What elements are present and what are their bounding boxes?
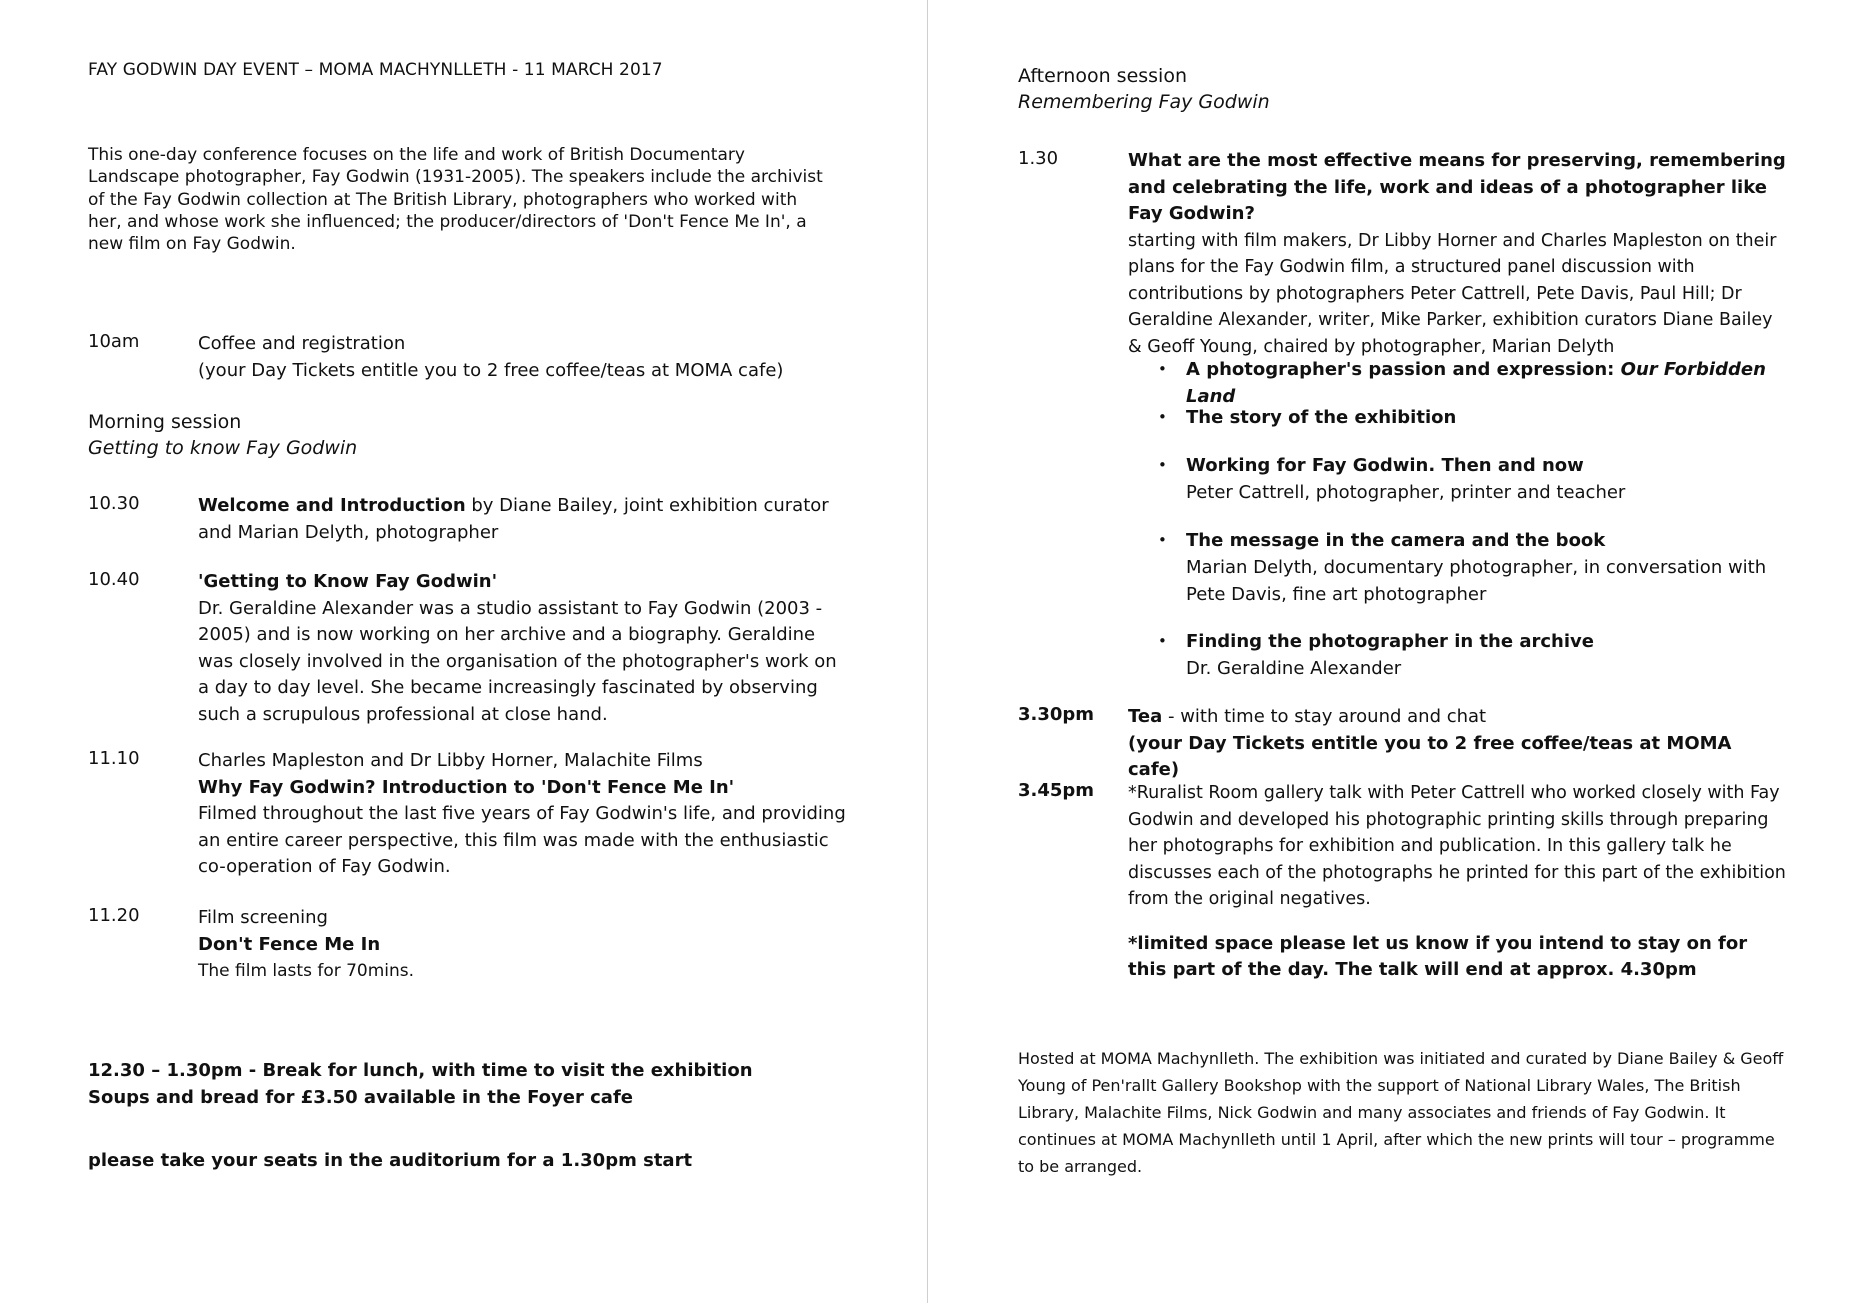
item-body bbox=[198, 748, 848, 881]
item-desc: *Ruralist Room gallery talk with Peter Cattrell who worked closely with Fay Godwin and developed his photographic printing skills through preparing her photographs for exhibition and publication. In this gallery talk he discusses each of the photographs he printed for this part of the exhibition from the original negatives. bbox=[1128, 783, 1786, 909]
item-body bbox=[198, 905, 848, 985]
item-title: Why Fay Godwin? Introduction to 'Don't Fence Me In' bbox=[198, 776, 735, 798]
topic-speaker: Peter Cattrell, photographer, printer and teacher bbox=[1186, 482, 1626, 503]
topic-speaker: Dr. Geraldine Alexander bbox=[1186, 658, 1402, 679]
item-title: Don't Fence Me In bbox=[198, 933, 381, 955]
list-item bbox=[1158, 527, 1788, 608]
item-body bbox=[1128, 780, 1788, 984]
item-speakers: Charles Mapleston and Dr Libby Horner, Malachite Films bbox=[198, 750, 703, 771]
list-item bbox=[1158, 628, 1788, 682]
topic-title: The message in the camera and the book bbox=[1186, 530, 1606, 551]
bullet-icon: • bbox=[1158, 360, 1167, 378]
bullet-icon: • bbox=[1158, 531, 1167, 549]
document-title: FAY GODWIN DAY EVENT – MOMA MACHYNLLETH - 11 MARCH 2017 bbox=[88, 60, 663, 80]
item-title: Tea bbox=[1128, 706, 1163, 727]
intro-paragraph: This one-day conference focuses on the life and work of British Documentary Landscape photographer, Fay Godwin (1931-2005). The speakers include the archivist of the Fay Godwin collection at The British Library, photographers who worked with her, and whose work she influenced; the producer/directors of 'Don't Fence Me In', a new film on Fay Godwin. bbox=[88, 145, 823, 255]
item-time: 10.30 bbox=[88, 493, 140, 514]
item-title: Coffee and registration bbox=[198, 333, 406, 354]
seats-notice: please take your seats in the auditorium for a 1.30pm start bbox=[88, 1150, 693, 1171]
item-body bbox=[1128, 148, 1788, 360]
bullet-icon: • bbox=[1158, 456, 1167, 474]
list-item bbox=[1158, 452, 1788, 506]
item-desc: starting with film makers, Dr Libby Horner and Charles Mapleston on their plans for the Fay Godwin film, a structured panel discussion with contributions by photographers Peter Cattrell, Pete Davis, Paul Hill; Dr Geraldine Alexander, writer, Mike Parker, exhibition curators Diane Bailey & Geoff Young, chaired by photographer, Marian Delyth bbox=[1128, 230, 1777, 357]
bullet-icon: • bbox=[1158, 632, 1167, 650]
topic-title: A photographer's passion and expression: Our Forbidden Land bbox=[1186, 359, 1766, 407]
afternoon-session-header bbox=[1018, 63, 1270, 115]
session-heading: Afternoon session bbox=[1018, 65, 1187, 87]
lunch-line-1: 12.30 – 1.30pm - Break for lunch, with time to visit the exhibition bbox=[88, 1060, 753, 1081]
item-note: *limited space please let us know if you intend to stay on for this part of the day. The talk will end at approx. 4.30pm bbox=[1128, 932, 1748, 980]
lunch-break bbox=[88, 1057, 753, 1111]
session-subtitle: Remembering Fay Godwin bbox=[1018, 91, 1270, 113]
item-title: What are the most effective means for preserving, remembering and celebrating the life, work and ideas of a photographer like Fay Godwin? bbox=[1128, 150, 1786, 224]
topic-title: The story of the exhibition bbox=[1186, 407, 1457, 428]
item-label: Film screening bbox=[198, 907, 328, 928]
item-time: 11.20 bbox=[88, 905, 140, 926]
page-divider bbox=[927, 0, 928, 1303]
item-body bbox=[198, 331, 848, 384]
topic-speaker: Marian Delyth, documentary photographer, in conversation with Pete Davis, fine art photographer bbox=[1186, 557, 1767, 605]
item-desc: by Diane Bailey, joint exhibition curator and Marian Delyth, photographer bbox=[198, 495, 829, 543]
topic-title: Finding the photographer in the archive bbox=[1186, 631, 1594, 652]
session-subtitle: Getting to know Fay Godwin bbox=[88, 437, 358, 459]
item-body bbox=[198, 493, 848, 546]
item-time: 11.10 bbox=[88, 748, 140, 769]
item-desc: The film lasts for 70mins. bbox=[198, 961, 415, 981]
morning-session-header bbox=[88, 409, 357, 461]
session-heading: Morning session bbox=[88, 411, 242, 433]
item-body bbox=[1128, 704, 1788, 784]
item-time: 10.40 bbox=[88, 569, 140, 590]
item-desc: Dr. Geraldine Alexander was a studio assistant to Fay Godwin (2003 - 2005) and is now working on her archive and a biography. Geraldine was closely involved in the organisation of the photographer's work on a day to day level. She became increasingly fascinated by observing such a scrupulous professional at close hand. bbox=[198, 597, 837, 725]
item-desc: - with time to stay around and chat bbox=[1162, 706, 1487, 727]
item-body bbox=[198, 569, 848, 728]
bullet-icon: • bbox=[1158, 408, 1167, 426]
item-time: 1.30 bbox=[1018, 148, 1059, 169]
item-desc: Filmed throughout the last five years of Fay Godwin's life, and providing an entire career perspective, this film was made with the enthusiastic co-operation of Fay Godwin. bbox=[198, 803, 846, 877]
item-title: 'Getting to Know Fay Godwin' bbox=[198, 571, 498, 592]
item-title: Welcome and Introduction bbox=[198, 495, 466, 516]
item-note: (your Day Tickets entitle you to 2 free coffee/teas at MOMA cafe) bbox=[1128, 732, 1732, 780]
footer-note: Hosted at MOMA Machynlleth. The exhibition was initiated and curated by Diane Bailey & Geoff Young of Pen'rallt Gallery Bookshop with the support of National Library Wales, The British Library, Malachite Films, Nick Godwin and many associates and friends of Fay Godwin. It continues at MOMA Machynlleth until 1 April, after which the new prints will tour – programme to be arranged. bbox=[1018, 1049, 1784, 1176]
list-item bbox=[1158, 404, 1788, 431]
item-time: 3.45pm bbox=[1018, 780, 1095, 801]
lunch-line-2: Soups and bread for £3.50 available in the Foyer cafe bbox=[88, 1087, 633, 1108]
topic-title: Working for Fay Godwin. Then and now bbox=[1186, 455, 1584, 476]
item-note: (your Day Tickets entitle you to 2 free coffee/teas at MOMA cafe) bbox=[198, 359, 784, 381]
item-time: 10am bbox=[88, 331, 140, 352]
list-item bbox=[1158, 356, 1788, 410]
item-time: 3.30pm bbox=[1018, 704, 1095, 725]
